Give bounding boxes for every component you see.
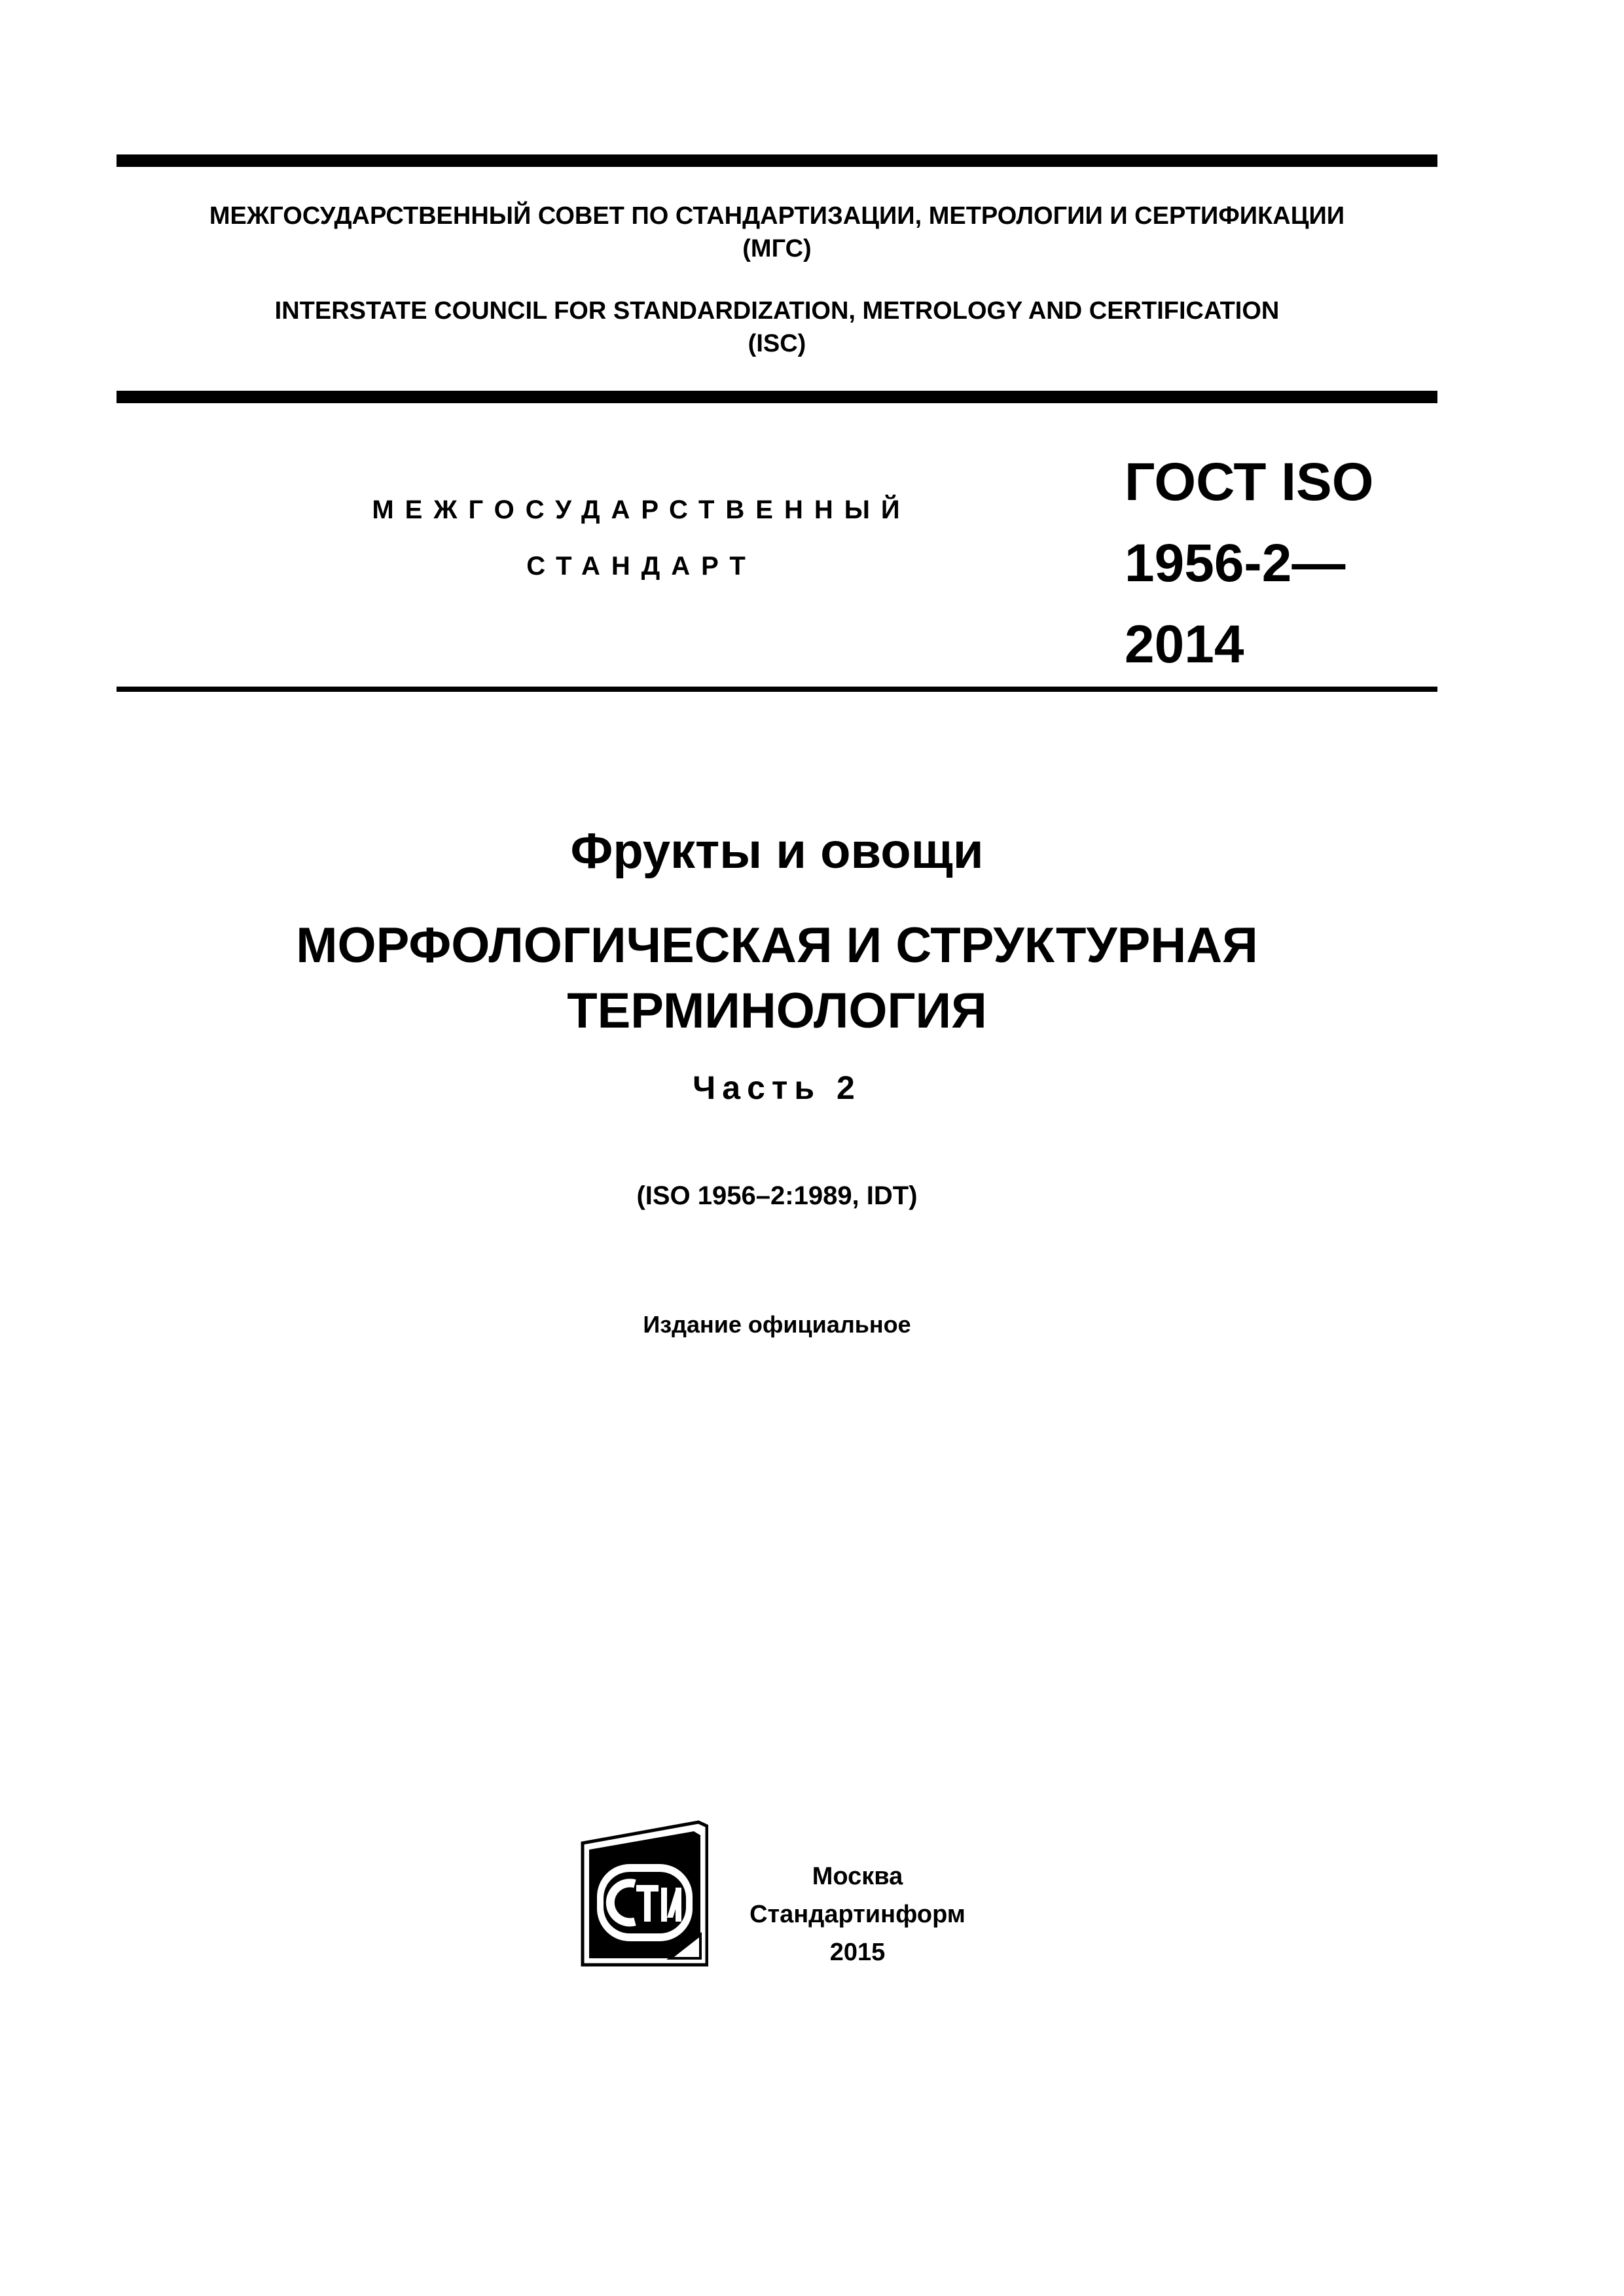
document-subtitle-line2: ТЕРМИНОЛОГИЯ <box>567 983 987 1039</box>
council-name-ru-text: МЕЖГОСУДАРСТВЕННЫЙ СОВЕТ ПО СТАНДАРТИЗАЦИИ, МЕТРОЛОГИИ И СЕРТИФИКАЦИИ <box>209 202 1345 230</box>
council-abbr-ru: (МГС) <box>742 235 812 262</box>
part-number: Часть 2 <box>693 1069 861 1106</box>
document-title: Фрукты и овощи <box>570 823 984 879</box>
publisher-imprint <box>720 1857 995 1971</box>
top-divider <box>117 154 1437 167</box>
standard-number-line3: 2014 <box>1125 615 1244 674</box>
council-name-ru <box>117 200 1437 265</box>
lower-divider <box>117 687 1437 692</box>
standartinform-logo-icon <box>577 1820 708 1967</box>
imprint-city: Москва <box>812 1863 903 1890</box>
middle-divider <box>117 391 1437 403</box>
imprint-year: 2015 <box>829 1939 886 1966</box>
standard-number-line1: ГОСТ ISO <box>1125 452 1374 512</box>
council-name-en-text: INTERSTATE COUNCIL FOR STANDARDIZATION, METROLOGY AND CERTIFICATION <box>274 297 1280 325</box>
edition-note: Издание официальное <box>643 1311 911 1338</box>
imprint-publisher: Стандартинформ <box>749 1901 965 1928</box>
standard-number-line2: 1956-2— <box>1125 533 1346 593</box>
document-subtitle <box>117 913 1437 1044</box>
iso-reference: (ISO 1956–2:1989, IDT) <box>636 1181 918 1210</box>
standard-label-line2: СТАНДАРТ <box>526 552 757 581</box>
standard-label-line1: МЕЖГОСУДАРСТВЕННЫЙ <box>372 495 911 524</box>
council-abbr-en: (ISC) <box>748 330 806 357</box>
standard-number <box>1125 442 1426 685</box>
document-subtitle-line1: МОРФОЛОГИЧЕСКАЯ И СТРУКТУРНАЯ <box>296 918 1258 973</box>
council-name-en <box>117 295 1437 360</box>
